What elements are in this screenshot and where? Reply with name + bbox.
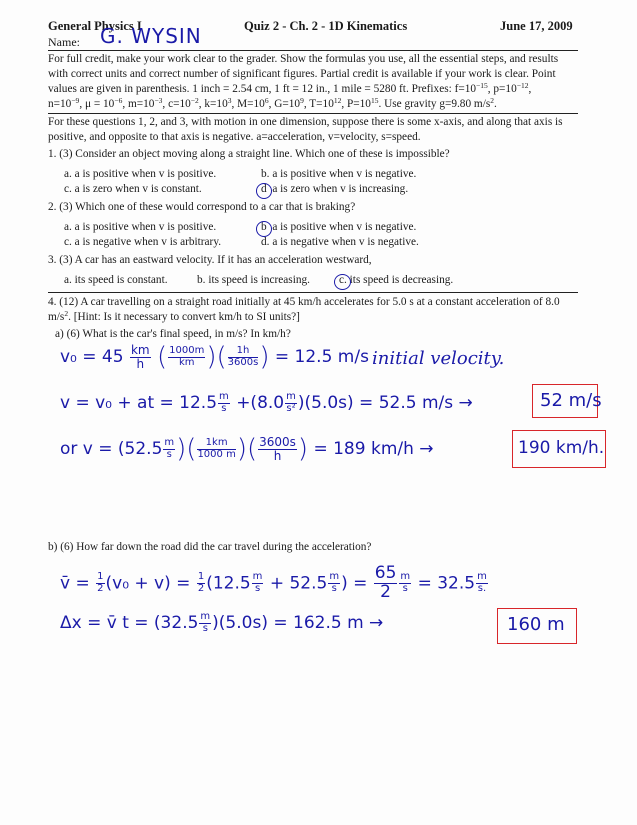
- num: 1h: [228, 346, 259, 358]
- frac-m-s2: [285, 392, 297, 414]
- num: m: [252, 571, 263, 583]
- question-1-stem: 1. (3) Consider an object moving along a straight line. Which one of these is impossible?: [48, 148, 450, 160]
- num: m: [329, 571, 340, 583]
- w-a3-result: = 189 km/h →: [313, 439, 434, 460]
- w-b1-a: (v₀ + v) =: [105, 573, 191, 594]
- instructions-line-2: with correct units and correct number of significant figures. Partial credit is available if your work is clear. Point: [48, 68, 556, 80]
- prefix-c: , c=10: [162, 98, 191, 110]
- instr3-a: values are given in parenthesis. 1 inch = 2.54 cm, 1 ft = 12 in., 1 mile = 5280 ft. Prefixes: f=10: [48, 83, 477, 95]
- num: m: [400, 571, 411, 583]
- quiz-date: June 17, 2009: [500, 19, 573, 33]
- num: 1: [97, 571, 104, 583]
- answer-a-kmh: 190 km/h.: [518, 438, 605, 458]
- question-4-line-2: [48, 310, 300, 325]
- num: 1: [197, 571, 205, 583]
- paren: ): [259, 342, 270, 373]
- option-letter: a.: [64, 168, 72, 180]
- w-b1-d: ) =: [341, 573, 368, 594]
- prefix-mu: , μ = 10: [79, 98, 115, 110]
- instructions-line-3: [48, 82, 531, 97]
- q4-hint: . [Hint: Is it necessary to convert km/h to SI units?]: [68, 311, 300, 323]
- option-letter: c.: [64, 183, 72, 195]
- w-b1-b: (12.5: [206, 573, 251, 594]
- prefix-k: , k=10: [198, 98, 228, 110]
- preamble-line-2: positive, and opposite to that axis is negative. a=acceleration, v=velocity, s=speed.: [48, 131, 421, 143]
- question-3-stem: 3. (3) A car has an eastward velocity. If it has an acceleration westward,: [48, 254, 372, 266]
- header-rule: [48, 50, 578, 51]
- paren: )(: [236, 434, 258, 465]
- instructions-line-4: [48, 97, 497, 112]
- den: 1000 m: [197, 448, 236, 460]
- num: m: [477, 571, 487, 583]
- instr3-exp2: −12: [516, 81, 529, 90]
- option-letter: a.: [64, 274, 72, 286]
- q3-option-a[interactable]: [64, 273, 168, 288]
- den: 2: [380, 581, 391, 602]
- den: s: [402, 582, 408, 594]
- prefix-exp: 3: [227, 96, 232, 105]
- work-b-line-2: [60, 612, 383, 634]
- den: s: [166, 448, 172, 460]
- prefix-G: , G=10: [268, 98, 301, 110]
- den: h: [273, 448, 282, 463]
- option-text: a is positive when v is positive.: [74, 168, 217, 180]
- option-text: its speed is constant.: [74, 274, 168, 286]
- option-letter: c.: [339, 274, 347, 286]
- den: h: [136, 356, 145, 371]
- q2-option-d[interactable]: [261, 235, 419, 250]
- course-title: General Physics I: [48, 19, 142, 33]
- answer-circle-q1: [256, 183, 272, 199]
- q2-option-a[interactable]: [64, 220, 216, 235]
- prefix-m: , m=10: [122, 98, 155, 110]
- option-letter: d.: [261, 236, 270, 248]
- option-text: a is zero when v is increasing.: [272, 183, 409, 195]
- option-letter: b.: [197, 274, 206, 286]
- question-4a-prompt: a) (6) What is the car's final speed, in m/s? In km/h?: [55, 328, 291, 340]
- prefix-exp: 12: [333, 96, 342, 105]
- num: 1km: [197, 438, 235, 450]
- frac-m-s: [252, 572, 264, 594]
- num: 3600s: [259, 435, 296, 449]
- question-2-stem: 2. (3) Which one of these would correspond to a car that is braking?: [48, 201, 356, 213]
- gravity-exp: 2: [490, 96, 495, 105]
- option-text: its speed is increasing.: [208, 274, 310, 286]
- q1-option-b[interactable]: [261, 167, 416, 182]
- den: s: [221, 402, 227, 414]
- den: 2: [97, 582, 104, 594]
- period: .: [494, 98, 497, 110]
- q4-unit: m/s: [48, 311, 65, 323]
- prefix-T: , T=10: [303, 98, 334, 110]
- w-b1-c: + 52.5: [269, 573, 328, 594]
- w-a1-result: = 12.5 m/s: [274, 347, 369, 368]
- num: m: [164, 437, 175, 449]
- frac-1h-3600s: [228, 346, 259, 368]
- question-4b-prompt: b) (6) How far down the road did the car travel during the acceleration?: [48, 541, 372, 553]
- answer-a-ms: 52 m/s: [540, 390, 602, 411]
- frac-m-s: [218, 392, 230, 414]
- num: 65: [374, 563, 397, 583]
- prefix-exp: 15: [370, 96, 379, 105]
- frac-m-s: [163, 438, 175, 460]
- gravity-text: . Use gravity g=9.80 m/s: [378, 98, 491, 110]
- num: m: [200, 611, 211, 622]
- w-a2-mid: +(8.0: [236, 393, 285, 413]
- instr3-exp1: −15: [476, 81, 488, 90]
- q4-unit-exp: 2: [64, 309, 69, 318]
- num: m: [219, 391, 229, 402]
- prefix-P: , P=10: [341, 98, 371, 110]
- q1-option-c[interactable]: [64, 182, 202, 197]
- den: s.: [477, 582, 487, 594]
- den: s²: [286, 402, 296, 414]
- instr3-c: ,: [528, 83, 532, 95]
- preamble-line-1: For these questions 1, 2, and 3, with motion in one dimension, suppose there is some x-axis, and along that axis is: [48, 116, 563, 128]
- instr3-b: , p=10: [487, 83, 517, 95]
- prefix-n: n=10: [48, 98, 72, 110]
- w-b1-e: = 32.5: [417, 573, 476, 594]
- frac-1000m-km: [168, 346, 205, 368]
- q2-option-b[interactable]: [261, 220, 416, 235]
- prefix-exp: −6: [114, 96, 123, 105]
- work-a-line-3: [60, 434, 434, 465]
- q2-option-c[interactable]: [64, 235, 221, 250]
- option-text: a is zero when v is constant.: [74, 183, 202, 195]
- q3-rule: [48, 292, 578, 293]
- w-a2-lhs: v = v₀ + at = 12.5: [60, 393, 218, 413]
- frac-1km-1000m: [197, 438, 235, 460]
- q3-option-c[interactable]: [339, 273, 453, 288]
- den: s: [254, 582, 261, 594]
- den: 3600s: [227, 356, 259, 368]
- prefix-exp: 6: [264, 96, 269, 105]
- den: km: [179, 356, 195, 368]
- question-4-line-1: 4. (12) A car travelling on a straight road initially at 45 km/h accelerates for 5.0 s at a constant acceleration of 8.0: [48, 296, 560, 308]
- w-a1-lhs: v₀ = 45: [60, 347, 124, 368]
- option-text: a is positive when v is negative.: [272, 168, 417, 180]
- frac-3600s-h: [258, 436, 297, 462]
- answer-b-distance: 160 m: [507, 614, 565, 635]
- paren: ): [297, 434, 309, 465]
- den: 2: [197, 582, 205, 594]
- w-b2-mid: )(5.0s) = 162.5 m →: [212, 613, 384, 633]
- frac-km-h: [130, 344, 151, 370]
- w-a2-result: 52.5 m/s →: [378, 393, 473, 413]
- prefix-M: , M=10: [231, 98, 265, 110]
- frac-half: [197, 572, 205, 594]
- option-text: a is positive when v is positive.: [74, 221, 217, 233]
- w-b2-lhs: Δx = v̄ t = (32.5: [60, 613, 199, 633]
- option-text: its speed is decreasing.: [349, 274, 454, 286]
- frac-65-2: [374, 565, 398, 602]
- option-letter: c.: [64, 236, 72, 248]
- option-text: a is negative when v is negative.: [272, 236, 419, 248]
- num: 1000m: [169, 345, 205, 357]
- frac-half: [96, 572, 104, 594]
- initial-velocity-note: initial velocity.: [372, 348, 505, 369]
- work-a-line-2: [60, 392, 473, 414]
- q1-option-a[interactable]: [64, 167, 216, 182]
- quiz-title: Quiz 2 - Ch. 2 - 1D Kinematics: [244, 19, 408, 33]
- frac-m-s: [476, 572, 488, 594]
- prefix-exp: −9: [71, 96, 80, 105]
- w-a2-mid2: )(5.0s) =: [297, 393, 374, 413]
- num: km: [130, 343, 150, 357]
- w-b1-lhs: v̄ =: [60, 573, 90, 594]
- w-a3-lhs: or v = (52.5: [60, 439, 163, 460]
- frac-m-s: [328, 572, 340, 594]
- paren: )(: [176, 434, 197, 465]
- num: m: [286, 391, 296, 402]
- paren: )(: [206, 342, 227, 373]
- instructions-line-1: For full credit, make your work clear to the grader. Show the formulas you use, all the essential steps, and results: [48, 53, 559, 65]
- prefix-exp: −3: [154, 96, 163, 105]
- option-text: a is positive when v is negative.: [272, 221, 417, 233]
- work-a-line-1: [60, 342, 369, 373]
- q3-option-b[interactable]: [197, 273, 310, 288]
- answer-circle-q3: [334, 274, 351, 290]
- option-text: a is negative when v is arbitrary.: [74, 236, 222, 248]
- paren: (: [157, 342, 168, 373]
- option-letter: b.: [261, 168, 270, 180]
- option-letter: d: [261, 183, 267, 195]
- frac-m-s: [399, 572, 411, 594]
- den: s: [202, 622, 208, 634]
- den: s: [331, 582, 337, 594]
- prefix-exp: 9: [300, 96, 304, 105]
- option-letter: b: [261, 221, 267, 233]
- work-b-line-1: [60, 565, 489, 602]
- frac-m-s: [199, 612, 211, 634]
- option-letter: a.: [64, 221, 72, 233]
- q1-option-d[interactable]: [261, 182, 408, 197]
- instructions-rule: [48, 113, 578, 114]
- name-label: Name:: [48, 35, 80, 49]
- student-name-handwritten: G. WYSIN: [100, 24, 202, 48]
- prefix-exp: −2: [190, 96, 199, 105]
